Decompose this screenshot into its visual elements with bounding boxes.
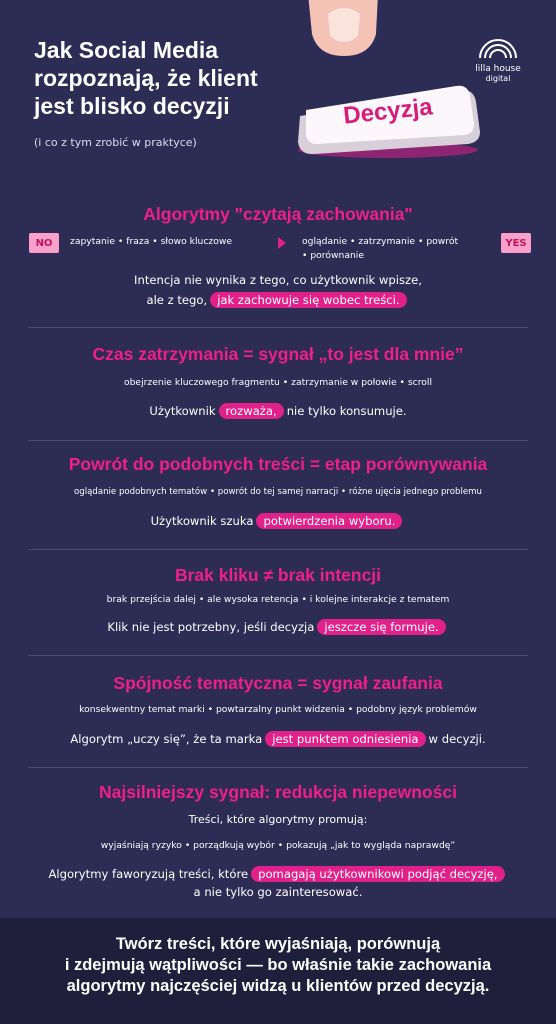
section-items: brak przejścia dalej • ale wysoka retencja • i kolejne interakcje z tematem	[106, 594, 450, 605]
section-title-uncertainty: Najsilniejszy sygnał: redukcja niepewności	[99, 782, 457, 802]
highlight: potwierdzenia wyboru.	[256, 513, 402, 529]
highlight: rozważa,	[219, 403, 284, 419]
section-title-behaviour: Algorytmy "czytają zachowania"	[143, 204, 413, 224]
section-text: Klik nie jest potrzebny, jeśli decyzja jeszcze się formuje.	[0, 619, 556, 635]
rainbow-logo-icon	[478, 34, 518, 60]
section-intro: Treści, które algorytmy promują:	[188, 813, 368, 826]
footer	[0, 918, 556, 1024]
divider	[28, 549, 528, 550]
highlight: jeszcze się formuje.	[317, 619, 445, 635]
finger-icon	[298, 0, 390, 60]
section-items: wyjaśniają ryzyko • porządkują wybór • pokazują „jak to wygląda naprawdę”	[100, 840, 456, 851]
divider	[28, 440, 528, 441]
decision-key	[288, 80, 488, 160]
arrow-right-icon	[278, 237, 286, 249]
divider	[28, 767, 528, 768]
page-title: Jak Social Media rozpoznają, że klient jest blisko decyzji	[34, 37, 258, 119]
divider	[28, 327, 528, 328]
section-title-no-click: Brak kliku ≠ brak intencji	[174, 565, 382, 585]
section-items: obejrzenie kluczowego fragmentu • zatrzymanie w połowie • scroll	[123, 377, 433, 388]
section-items: oglądanie podobnych tematów • powrót do tej samej narracji • różne ujęcia jednego problemu	[74, 487, 482, 497]
highlight: jak zachowuje się wobec treści.	[210, 292, 406, 308]
footer-text: Twórz treści, które wyjaśniają, porównują i zdejmują wątpliwości — bo właśnie takie zachowania algorytmy najczęściej widzą u klientów przed decyzją.	[64, 935, 492, 995]
section-text: ale z tego, jak zachowuje się wobec treści.	[0, 292, 556, 308]
section-text: Algorytmy faworyzują treści, które pomagają użytkownikowi podjąć decyzję,	[0, 866, 556, 882]
section-items: konsekwentny temat marki • powtarzalny punkt widzenia • podobny język problemów	[79, 704, 477, 715]
behaviour-signals-line2: • porównanie	[302, 250, 364, 261]
no-badge: NO	[29, 233, 59, 253]
subtitle: (i co z tym zrobić w praktyce)	[34, 136, 197, 149]
highlight: jest punktem odniesienia	[265, 731, 425, 747]
section-text: Użytkownik szuka potwierdzenia wyboru.	[0, 513, 556, 529]
yes-badge: YES	[501, 233, 531, 253]
section-title-dwell: Czas zatrzymania = sygnał „to jest dla mnie”	[92, 344, 464, 364]
behaviour-signals-line1: oglądanie • zatrzymanie • powrót	[302, 236, 459, 247]
highlight: pomagają użytkownikowi podjąć decyzję,	[251, 866, 504, 882]
section-text: Użytkownik rozważa, nie tylko konsumuje.	[149, 404, 407, 418]
section-text: a nie tylko go zainteresować.	[193, 885, 363, 899]
section-text: Intencja nie wynika z tego, co użytkownik wpisze,	[134, 273, 422, 287]
search-signals: zapytanie • fraza • słowo kluczowe	[70, 236, 233, 247]
brand-logo: lilla house digital	[468, 34, 528, 84]
header	[0, 0, 556, 190]
key-label: Decyzja	[342, 93, 434, 130]
divider	[28, 655, 528, 656]
section-title-return: Powrót do podobnych treści = etap porównywania	[68, 454, 488, 474]
section-title-consistency: Spójność tematyczna = sygnał zaufania	[113, 673, 443, 693]
section-text: Algorytm „uczy się”, że ta marka jest punktem odniesienia w decyzji.	[70, 732, 486, 746]
